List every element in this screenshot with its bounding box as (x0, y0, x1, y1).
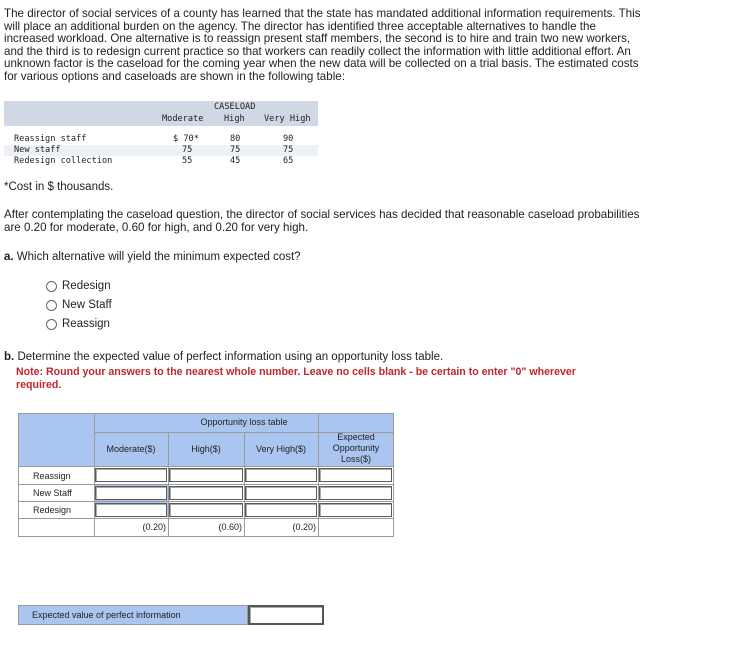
caseload-col-moderate: Moderate (162, 114, 204, 124)
probability-high: (0.60) (218, 522, 242, 532)
probability-very-high: (0.20) (292, 522, 316, 532)
caseload-cell: 75 (230, 145, 241, 155)
question-b (4, 351, 443, 363)
row-label-reassign: Reassign (33, 471, 71, 481)
radio-circle-icon[interactable] (46, 319, 57, 330)
col-header-moderate: Moderate($) (106, 444, 156, 454)
evpi-row (18, 605, 324, 625)
caseload-cell: 55 (182, 156, 193, 166)
probabilities-paragraph (4, 209, 664, 234)
question-a-text: Which alternative will yield the minimum expected cost? (16, 251, 301, 263)
question-b-text: Determine the expected value of perfect information using an opportunity loss table. (17, 351, 444, 363)
probability-moderate: (0.20) (142, 522, 166, 532)
loss-input-new-staff-moderate[interactable] (95, 486, 167, 500)
caseload-cell: 45 (230, 156, 241, 166)
rounding-note-line: Note: Round your answers to the nearest whole number. Leave no cells blank - be certain to enter "0" wherever (16, 366, 576, 378)
radio-option-new-staff[interactable] (46, 297, 112, 313)
probabilities-line: After contemplating the caseload question, the director of social services has decided that reasonable caseload probabilities (4, 208, 640, 221)
col-header-high: High($) (191, 444, 221, 454)
expected-header-line: Loss($) (340, 454, 371, 464)
caseload-row-label: New staff (14, 145, 61, 155)
intro-line: will place an additional burden on the agency. The director has identified three acceptable alternatives to handle the (4, 19, 596, 33)
caseload-cell: 75 (283, 145, 294, 155)
caseload-cell: 90 (283, 134, 294, 144)
evpi-input[interactable] (248, 605, 324, 625)
rounding-note-line: required. (16, 379, 62, 391)
radio-label: Redesign (62, 280, 111, 292)
question-a (4, 251, 301, 263)
loss-input-redesign-high[interactable] (169, 503, 243, 517)
radio-label: New Staff (62, 299, 112, 311)
intro-line: The director of social services of a county has learned that the state has mandated additional information requirements. This (4, 7, 641, 20)
col-header-very-high: Very High($) (255, 444, 307, 454)
caseload-group-header: CASELOAD (214, 102, 256, 112)
radio-option-reassign[interactable] (46, 316, 110, 332)
radio-option-redesign[interactable] (46, 278, 111, 294)
radio-label: Reassign (62, 318, 110, 330)
caseload-cell: 65 (283, 156, 294, 166)
header-corner-cell (18, 413, 94, 466)
caseload-row-label: Redesign collection (14, 156, 113, 166)
loss-input-redesign-very-high[interactable] (245, 503, 317, 517)
loss-input-reassign-moderate[interactable] (95, 468, 167, 482)
question-a-label: a. (4, 251, 14, 263)
caseload-col-very-high: Very High (264, 114, 311, 124)
loss-input-redesign-moderate[interactable] (95, 503, 167, 517)
radio-circle-icon[interactable] (46, 281, 57, 292)
opportunity-loss-table (18, 413, 394, 537)
loss-input-new-staff-high[interactable] (169, 486, 243, 500)
intro-line: unknown factor is the caseload for the coming year when the new data will be collected on a trial basis. The estimated costs (4, 57, 639, 71)
loss-input-reassign-high[interactable] (169, 468, 243, 482)
loss-input-reassign-expected[interactable] (319, 468, 392, 482)
evpi-label: Expected value of perfect information (32, 610, 181, 620)
row-label-new-staff: New Staff (33, 488, 72, 498)
row-label-redesign: Redesign (33, 505, 72, 515)
col-header-expected (318, 432, 394, 465)
intro-line: and the third is to redesign current practice so that workers can readily collect the information with little additional effort. An (4, 44, 631, 58)
opportunity-table-title: Opportunity loss table (200, 417, 288, 427)
loss-input-redesign-expected[interactable] (319, 503, 392, 517)
expected-header-line: Expected (337, 432, 375, 442)
probabilities-line: are 0.20 for moderate, 0.60 for high, and 0.20 for very high. (4, 220, 309, 234)
cost-footnote: *Cost in $ thousands. (4, 181, 114, 193)
question-b-label: b. (4, 351, 15, 363)
expected-header-line: Opportunity (332, 443, 380, 453)
intro-paragraph (4, 8, 664, 84)
caseload-cell: $ 70* (173, 134, 199, 144)
loss-input-new-staff-very-high[interactable] (245, 486, 317, 500)
loss-input-new-staff-expected[interactable] (319, 486, 392, 500)
rounding-note (16, 366, 656, 392)
radio-circle-icon[interactable] (46, 300, 57, 311)
caseload-cell: 80 (230, 134, 241, 144)
intro-line: increased workload. One alternative is to reassign present staff members, the second is to hire and train two new workers, (4, 32, 631, 46)
caseload-cell: 75 (182, 145, 193, 155)
loss-input-reassign-very-high[interactable] (245, 468, 317, 482)
caseload-row-label: Reassign staff (14, 134, 87, 144)
intro-line: for various options and caseloads are shown in the following table: (4, 69, 345, 83)
caseload-col-high: High (224, 114, 245, 124)
